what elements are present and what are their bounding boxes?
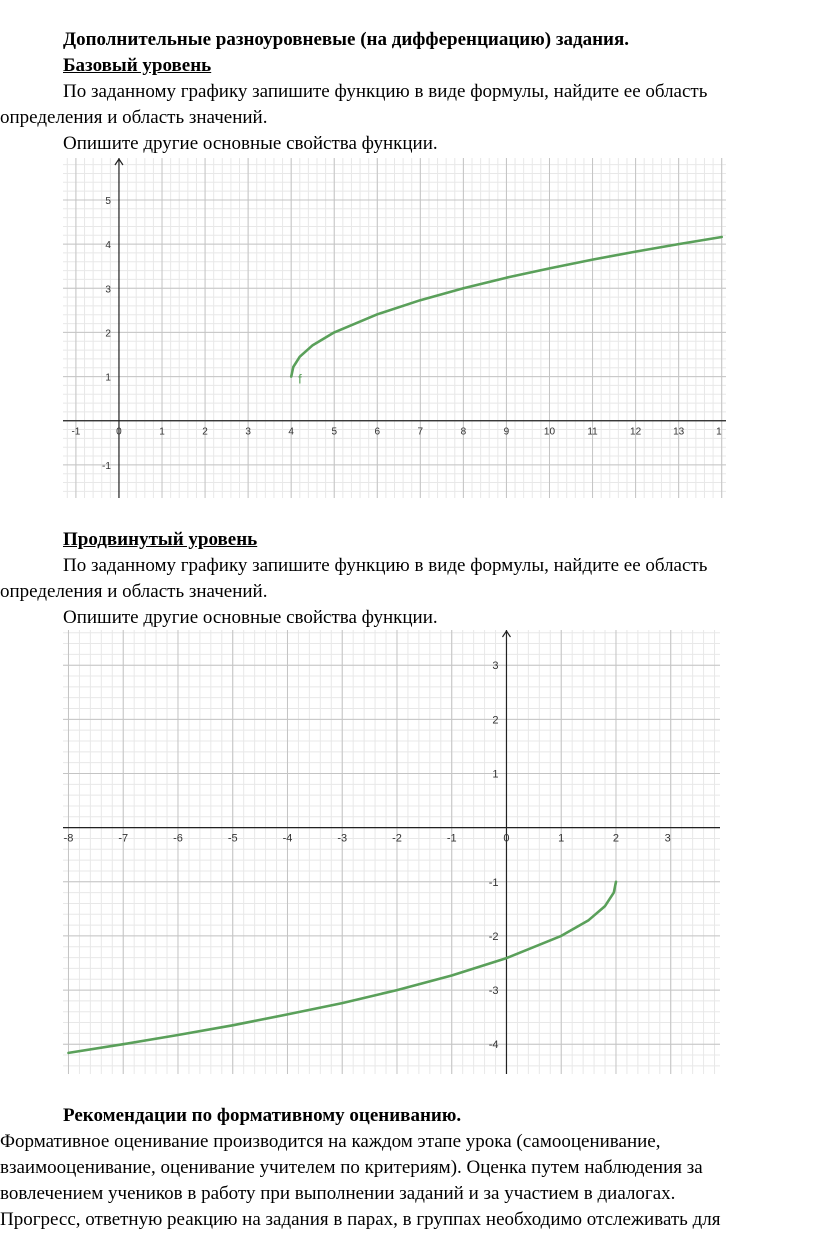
x-tick-label: 2	[612, 832, 620, 845]
x-tick-label: 3	[664, 832, 671, 845]
x-tick-label: 1	[558, 832, 565, 845]
x-tick-label: 1	[159, 426, 165, 438]
x-tick-label: -8	[63, 832, 74, 845]
x-tick-label: -7	[118, 832, 129, 845]
y-tick-label: 5	[105, 195, 111, 207]
x-tick-label: 0	[503, 832, 510, 845]
recommendations-line-4: Прогресс, ответную реакцию на задания в парах, в группах необходимо отслеживать для	[0, 1209, 721, 1230]
x-tick-label: -3	[337, 832, 348, 845]
x-tick-label: 12	[630, 426, 642, 438]
advanced-task-line-2: определения и область значений.	[0, 581, 268, 602]
y-tick-label: 3	[105, 284, 111, 296]
y-tick-label: 2	[105, 328, 111, 340]
x-tick-label: -6	[173, 832, 183, 845]
y-tick-label: -1	[488, 876, 499, 889]
y-tick-label: -2	[488, 930, 499, 943]
x-tick-label: 11	[587, 426, 598, 438]
x-tick-label: -2	[392, 832, 402, 845]
page-heading: Дополнительные разноуровневые (на дифференциацию) задания.	[63, 29, 630, 50]
advanced-level-title: Продвинутый уровень	[63, 529, 258, 550]
x-tick-label: 10	[543, 426, 556, 438]
x-tick-label: 2	[202, 426, 208, 438]
recommendations-line-3: вовлечением учеников в работу при выполнении заданий и за участием в диалогах.	[0, 1183, 676, 1204]
x-tick-label: 6	[374, 426, 381, 438]
y-tick-label: -1	[102, 460, 111, 472]
curve-label: f	[298, 371, 302, 387]
recommendations-line-2: взаимооценивание, оценивание учителем по критериям). Оценка путем наблюдения за	[0, 1157, 703, 1178]
x-tick-label: 1	[716, 426, 722, 438]
x-tick-label: 13	[673, 426, 685, 438]
basic-level-title: Базовый уровень	[63, 55, 212, 76]
advanced-task-line-1: По заданному графику запишите функцию в виде формулы, найдите ее область	[63, 555, 708, 576]
x-tick-label: 5	[331, 426, 338, 438]
y-tick-label: -4	[488, 1039, 499, 1052]
basic-task-line-3: Опишите другие основные свойства функции.	[63, 133, 438, 154]
y-tick-label: -3	[488, 985, 499, 998]
y-tick-label: 2	[492, 714, 499, 727]
x-tick-label: -5	[227, 832, 238, 845]
x-tick-label: -4	[282, 832, 293, 845]
advanced-task-line-3: Опишите другие основные свойства функции.	[63, 607, 438, 628]
basic-task-line-1: По заданному графику запишите функцию в виде формулы, найдите ее область	[63, 81, 708, 102]
x-tick-label: -1	[71, 426, 81, 438]
x-tick-label: 4	[288, 426, 294, 438]
recommendations-line-1: Формативное оценивание производится на каждом этапе урока (самооценивание,	[0, 1131, 661, 1152]
y-tick-label: 1	[492, 768, 499, 781]
x-tick-label: -1	[446, 832, 457, 845]
recommendations-title: Рекомендации по формативному оцениванию.	[63, 1105, 462, 1126]
y-tick-label: 4	[105, 240, 111, 252]
x-tick-label: 3	[245, 426, 251, 438]
basic-task-line-2: определения и область значений.	[0, 107, 268, 128]
x-tick-label: 9	[503, 426, 510, 438]
basic-function-graph	[63, 158, 726, 498]
x-tick-label: 7	[417, 426, 424, 438]
advanced-function-graph	[63, 630, 720, 1074]
x-tick-label: 0	[116, 426, 122, 438]
x-tick-label: 8	[460, 426, 467, 438]
y-tick-label: 3	[492, 660, 499, 673]
y-tick-label: 1	[105, 372, 111, 384]
